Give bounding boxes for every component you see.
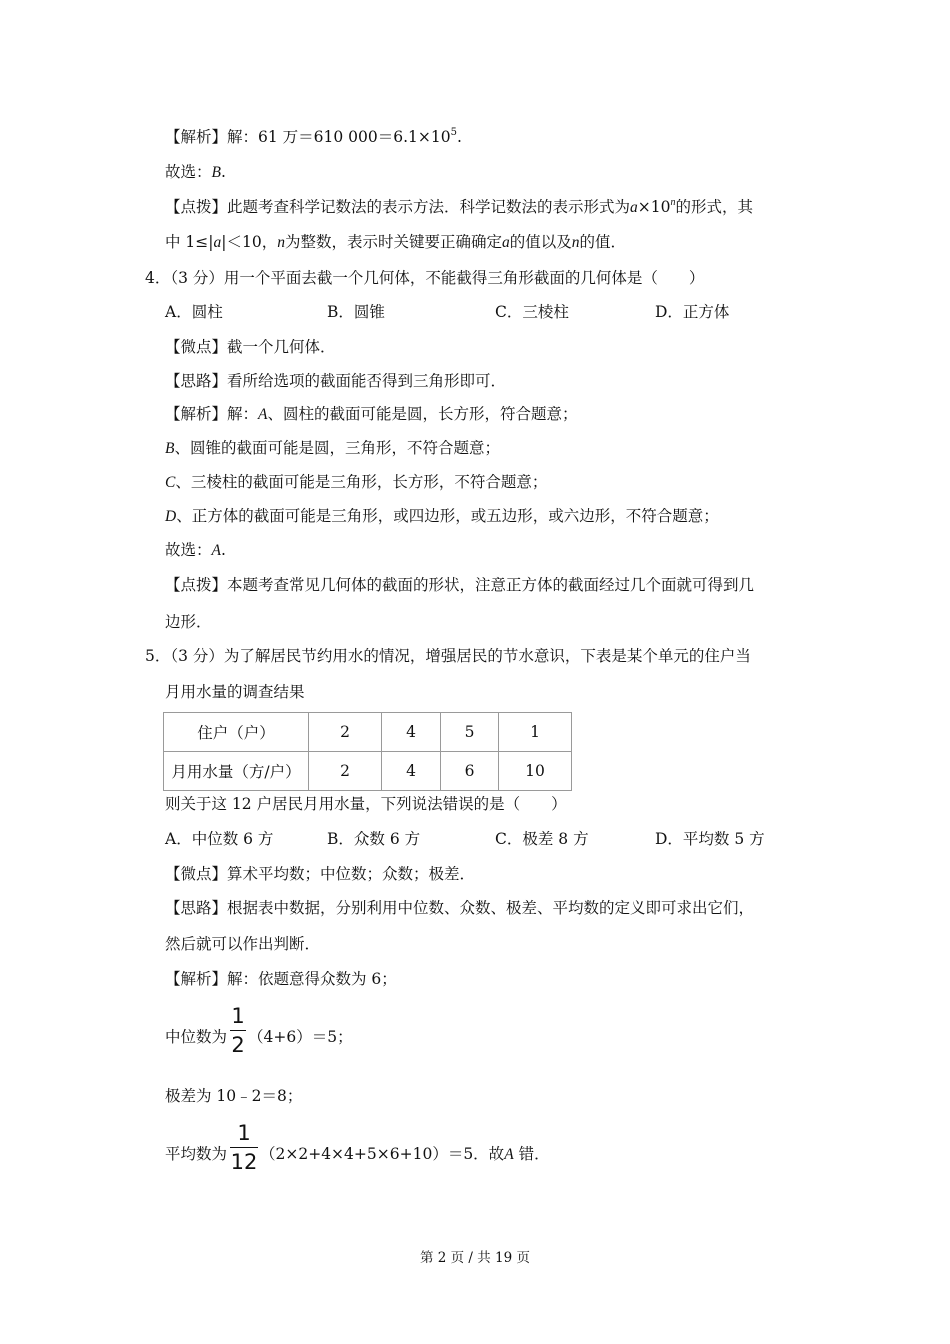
fraction-numerator: 1 — [231, 1004, 245, 1028]
q4-jiexi — [165, 404, 578, 425]
q4-guxuan — [165, 540, 226, 561]
mean-prefix — [165, 1144, 227, 1164]
var-A: A — [258, 406, 268, 423]
table-cell: 5 — [441, 713, 499, 752]
dianbo-tag: 【点拨】 — [165, 198, 228, 216]
median-rest: （4+6）＝5； — [248, 1028, 353, 1046]
jiexi-tag: 【解析】 — [165, 128, 228, 146]
var-a: a — [213, 234, 222, 251]
table-cell: 4 — [382, 713, 441, 752]
dianbo-text: 此题考查科学记数法的表示方法．科学记数法的表示形式为 — [227, 198, 631, 216]
mean-end: 错． — [513, 1145, 550, 1163]
median-fraction — [230, 1004, 246, 1057]
table-header-cell: 月用水量（方/户） — [164, 752, 309, 791]
q4-option-b-analysis — [165, 438, 500, 459]
var-B: B — [165, 440, 175, 457]
water-usage-table — [163, 712, 572, 791]
analysis-text: 、正方体的截面可能是三角形，或四边形，或五边形，或六边形，不符合题意； — [176, 507, 719, 525]
jiexi-prefix: 【解析】解： — [165, 405, 259, 423]
q4-option-d-analysis — [165, 506, 719, 527]
analysis-text: 、圆锥的截面可能是圆，三角形，不符合题意； — [174, 439, 500, 457]
q4-silu: 【思路】看所给选项的截面能否得到三角形即可． — [165, 372, 507, 390]
q4-dianbo-line1: 【点拨】本题考查常见几何体的截面的形状，注意正方体的截面经过几个面就可得到几 — [165, 576, 755, 594]
mean-rest — [260, 1144, 550, 1165]
table-cell: 1 — [499, 713, 572, 752]
guxuan-prefix: 故选： — [165, 163, 212, 181]
q5-stem-line1: 5．（3 分）为了解居民节约用水的情况，增强居民的节水意识，下表是某个单元的住户当 — [145, 647, 751, 665]
page-footer: 第 2 页 / 共 19 页 — [419, 1250, 531, 1266]
fraction-bar — [230, 1030, 246, 1031]
prev-dianbo-line2 — [165, 232, 626, 253]
q4-weidian: 【微点】截一个几何体． — [165, 338, 336, 356]
dianbo-text: 中 1≤| — [165, 233, 214, 251]
exponent-n: n — [670, 196, 676, 208]
q5-option-c: C．极差 8 方 — [495, 830, 589, 848]
table-cell: 2 — [309, 713, 382, 752]
q4-dianbo-line2: 边形． — [165, 613, 212, 631]
median-prefix: 中位数为 — [165, 1028, 228, 1046]
var-C: C — [165, 474, 176, 491]
jiexi-end: . — [457, 128, 462, 146]
q4-stem: 4．（3 分）用一个平面去截一个几何体，不能截得三角形截面的几何体是（ ） — [145, 269, 705, 287]
var-a: a — [630, 199, 638, 216]
table-cell: 2 — [309, 752, 382, 791]
table-row — [164, 713, 572, 752]
dianbo-text: 为整数，表示时关键要正确确定 — [284, 233, 502, 251]
q5-jiexi: 【解析】解：依题意得众数为 6； — [165, 970, 397, 988]
fraction-numerator: 1 — [237, 1121, 251, 1145]
q5-silu-line1: 【思路】根据表中数据，分别利用中位数、众数、极差、平均数的定义即可求出它们， — [165, 899, 755, 917]
table-cell: 6 — [441, 752, 499, 791]
guxuan-end: . — [220, 163, 226, 181]
jiexi-text: 解：61 万＝610 000＝6.1×10 — [227, 128, 451, 146]
q4-option-b: B．圆锥 — [327, 303, 385, 321]
analysis-text: 、三棱柱的截面可能是三角形，长方形，不符合题意； — [175, 473, 548, 491]
dianbo-text: 的值以及 — [509, 233, 572, 251]
jiexi-rest: 、圆柱的截面可能是圆，长方形，符合题意； — [267, 405, 578, 423]
fraction-bar — [230, 1147, 258, 1148]
table-row — [164, 752, 572, 791]
q4-option-c-analysis — [165, 472, 547, 493]
mean-fraction — [230, 1121, 258, 1174]
prev-jiexi-line — [165, 127, 462, 147]
prev-guxuan-line — [165, 162, 226, 183]
q5-option-b: B．众数 6 方 — [327, 830, 421, 848]
table-header-cell: 住户（户） — [164, 713, 309, 752]
q5-weidian: 【微点】算术平均数；中位数；众数；极差． — [165, 865, 476, 883]
var-A: A — [504, 1146, 514, 1163]
fraction-denominator: 12 — [230, 1150, 258, 1174]
dianbo-text-end: 的形式，其 — [675, 198, 754, 216]
var-n: n — [277, 234, 285, 251]
q5-stem-line2: 月用水量的调查结果 — [165, 683, 305, 701]
range-line: 极差为 10﹣2＝8； — [165, 1087, 303, 1105]
guxuan-answer: A — [211, 542, 221, 559]
q4-option-a: A．圆柱 — [165, 303, 223, 321]
var-a: a — [501, 234, 510, 251]
dianbo-text: |＜10， — [221, 233, 278, 251]
q5-option-d: D．平均数 5 方 — [655, 830, 765, 848]
q5-question: 则关于这 12 户居民月用水量，下列说法错误的是（ ） — [165, 795, 567, 813]
times-ten: ×10 — [637, 198, 671, 216]
q4-option-c: C．三棱柱 — [495, 303, 569, 321]
q5-option-a: A．中位数 6 方 — [165, 830, 274, 848]
prev-dianbo-line1 — [165, 197, 753, 218]
jiexi-exponent: 5 — [450, 126, 457, 138]
var-n: n — [571, 234, 580, 251]
guxuan-prefix: 故选： — [165, 541, 212, 559]
table-cell: 10 — [499, 752, 572, 791]
guxuan-answer: B — [211, 164, 221, 181]
q5-silu-line2: 然后就可以作出判断． — [165, 935, 321, 953]
mean-text: （2×2+4×4+5×6+10）＝5．故 — [260, 1145, 505, 1163]
q4-option-d: D．正方体 — [655, 303, 730, 321]
guxuan-end: . — [220, 541, 226, 559]
fraction-denominator: 2 — [231, 1033, 245, 1057]
mean-prefix-text: 平均数为 — [165, 1145, 228, 1163]
dianbo-text: 的值． — [579, 233, 626, 251]
var-D: D — [165, 508, 177, 525]
table-cell: 4 — [382, 752, 441, 791]
